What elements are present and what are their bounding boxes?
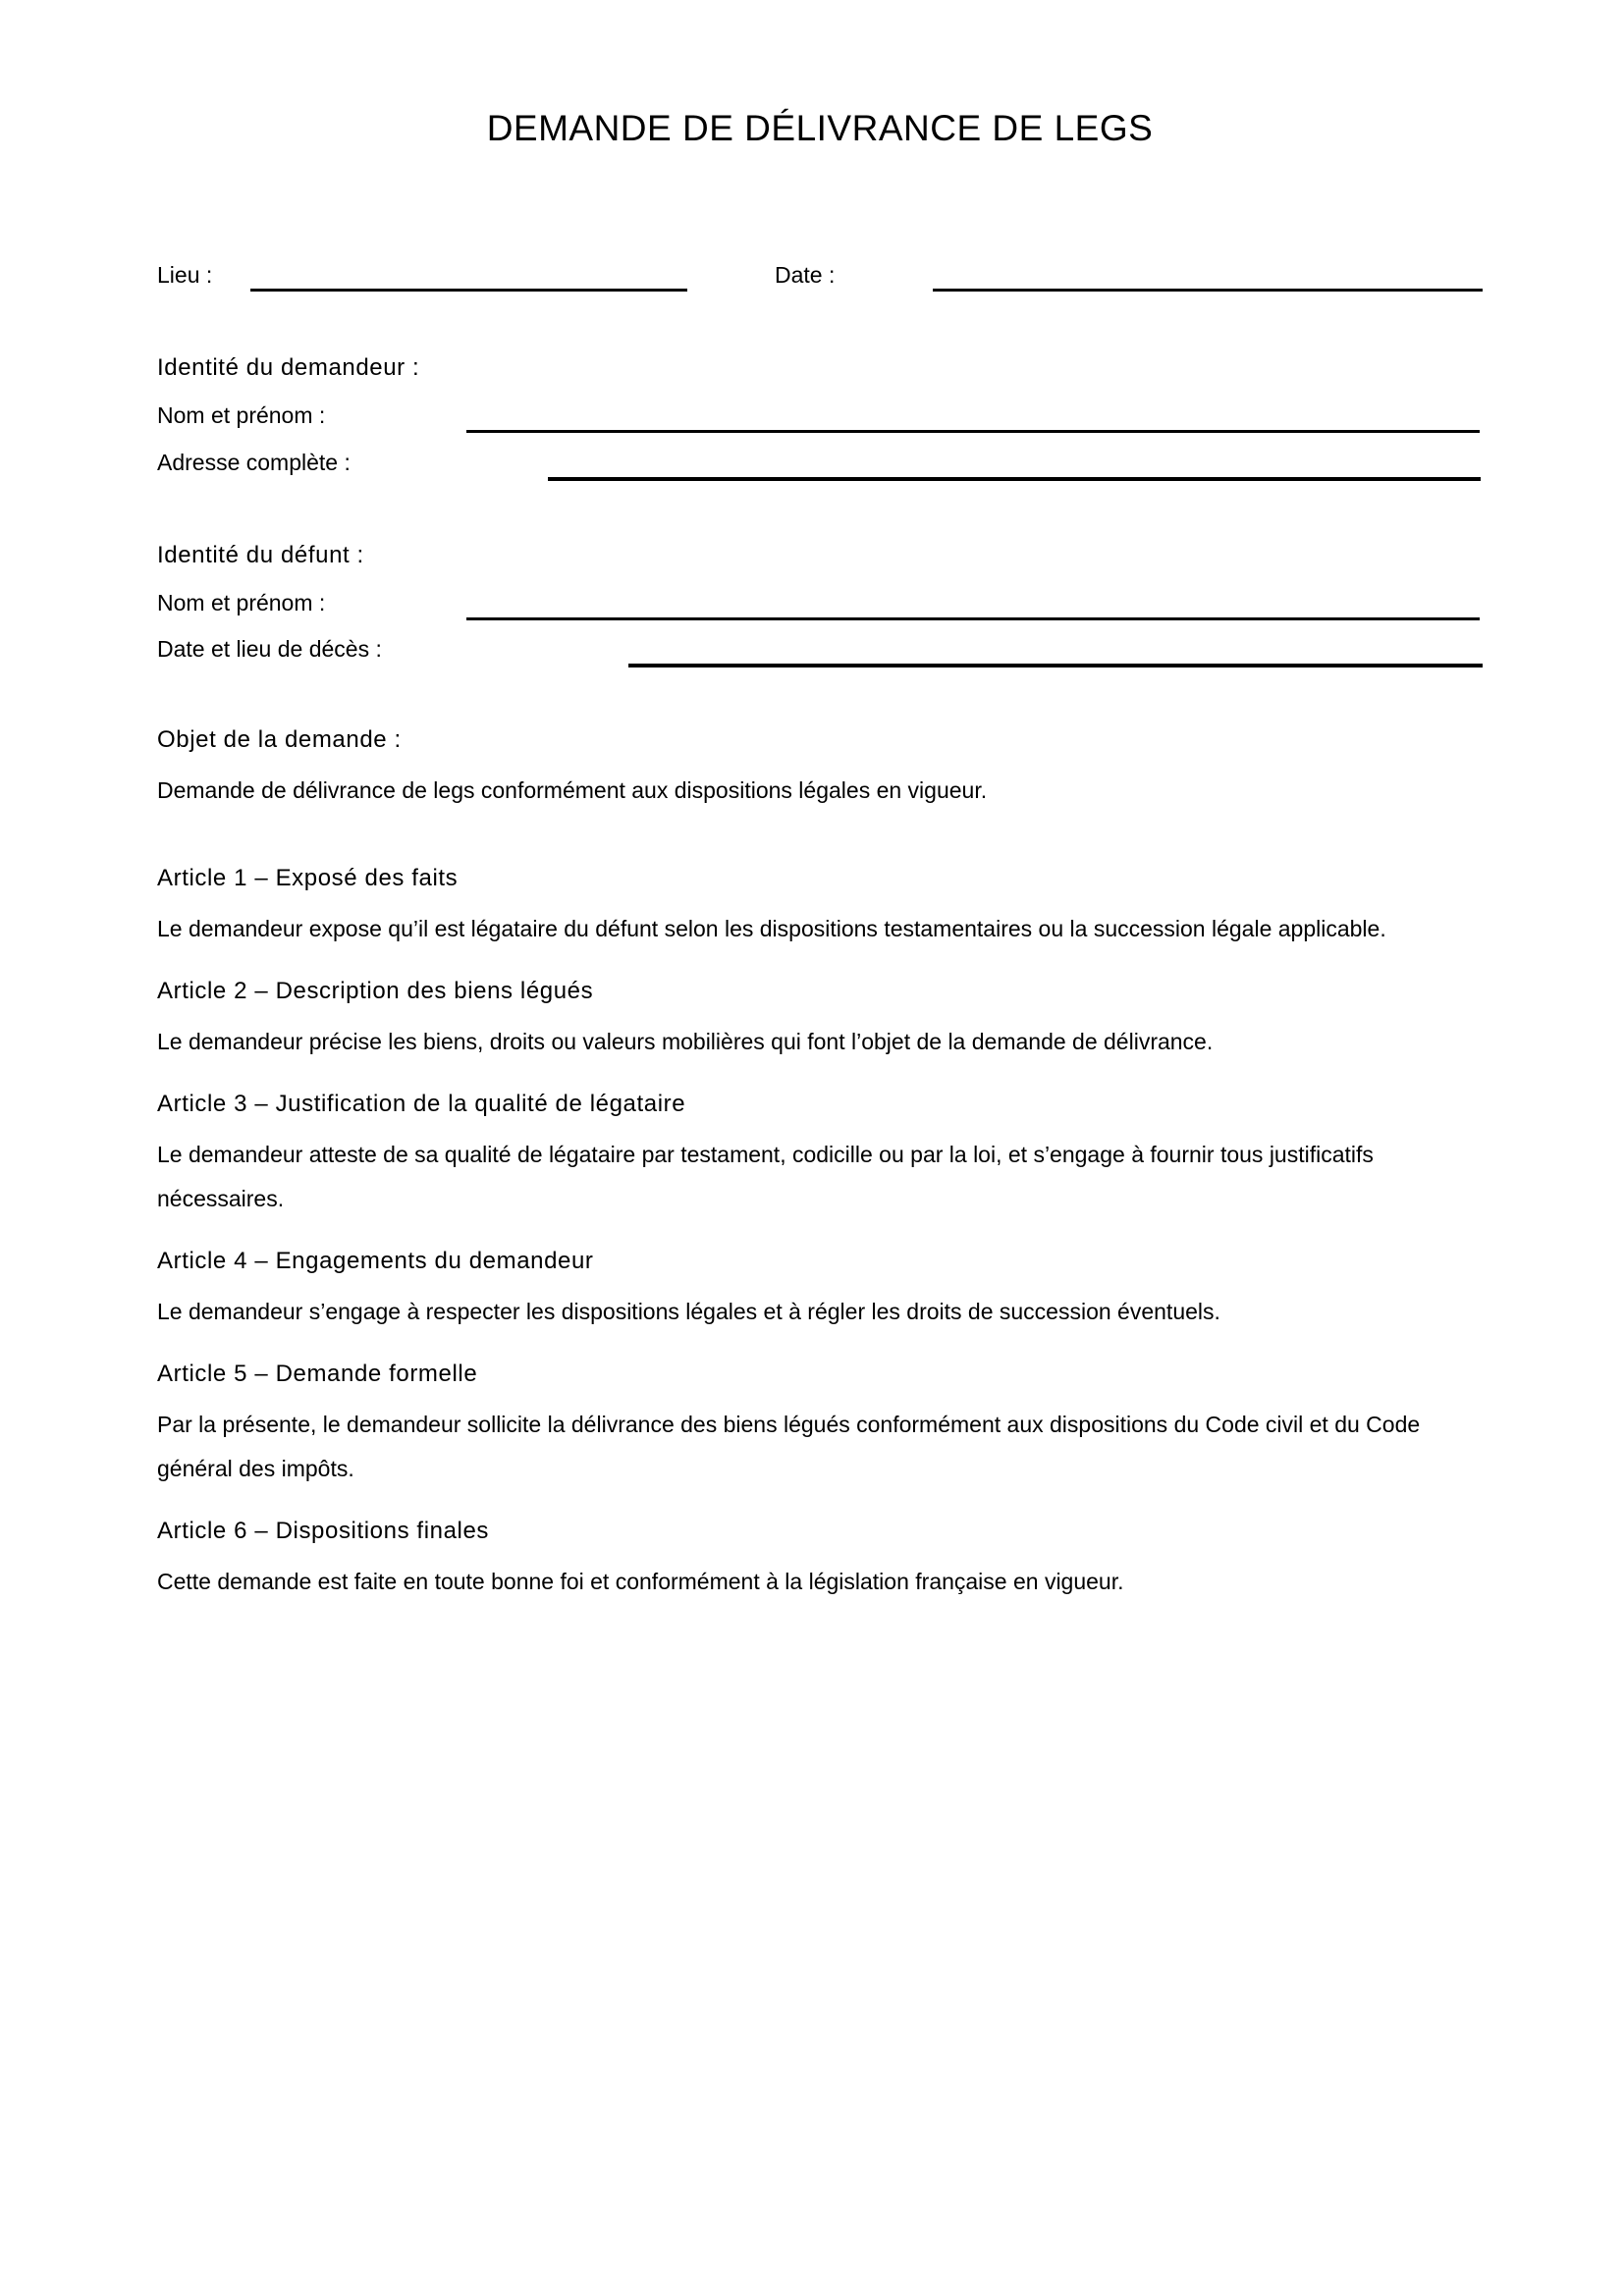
- deces-blank-line: [628, 664, 1483, 667]
- lieu-date-row: [157, 253, 1483, 297]
- article-3-heading: Article 3 – Justification de la qualité de légataire: [157, 1091, 686, 1117]
- article-1-body: Le demandeur expose qu’il est légataire du défunt selon les dispositions testamentaires ou la succession légale applicable.: [157, 916, 1386, 941]
- field-row-adresse: [157, 441, 1483, 485]
- field-row-nom-demandeur: [157, 394, 1483, 438]
- article-6-body: Cette demande est faite en toute bonne foi et conformément à la législation française en vigueur.: [157, 1569, 1124, 1594]
- section-heading-objet: Objet de la demande :: [157, 726, 402, 753]
- nom-defunt-label: Nom et prénom :: [157, 590, 326, 615]
- date-label: Date :: [775, 262, 836, 288]
- date-blank-line: [933, 289, 1483, 292]
- article-1-heading: Article 1 – Exposé des faits: [157, 865, 459, 891]
- deces-label: Date et lieu de décès :: [157, 636, 382, 662]
- article-2-body: Le demandeur précise les biens, droits ou valeurs mobilières qui font l’objet de la demande de délivrance.: [157, 1029, 1214, 1054]
- nom-demandeur-blank-line: [466, 430, 1480, 433]
- article-4-heading: Article 4 – Engagements du demandeur: [157, 1248, 594, 1274]
- lieu-label: Lieu :: [157, 262, 213, 288]
- field-row-deces: [157, 627, 1483, 671]
- objet-body-text: Demande de délivrance de legs conformément aux dispositions légales en vigueur.: [157, 777, 988, 803]
- document-title: DEMANDE DE DÉLIVRANCE DE LEGS: [486, 108, 1154, 148]
- article-5-heading: Article 5 – Demande formelle: [157, 1361, 478, 1387]
- adresse-label: Adresse complète :: [157, 450, 351, 475]
- section-heading-defunt: Identité du défunt :: [157, 542, 364, 568]
- lieu-blank-line: [250, 289, 687, 292]
- article-4-body: Le demandeur s’engage à respecter les dispositions légales et à régler les droits de succession éventuels.: [157, 1299, 1220, 1324]
- article-5-body: Par la présente, le demandeur sollicite la délivrance des biens légués conformément aux dispositions du Code civil et du Code général des impôts.: [157, 1412, 1421, 1481]
- article-2-heading: Article 2 – Description des biens légués: [157, 978, 594, 1004]
- document-content: [157, 0, 1483, 1604]
- section-heading-demandeur: Identité du demandeur :: [157, 354, 420, 381]
- nom-defunt-blank-line: [466, 617, 1480, 620]
- nom-demandeur-label: Nom et prénom :: [157, 402, 326, 428]
- article-6-heading: Article 6 – Dispositions finales: [157, 1518, 490, 1544]
- article-3-body: Le demandeur atteste de sa qualité de légataire par testament, codicille ou par la loi, et s’engage à fournir tous justificatifs nécessaires.: [157, 1142, 1374, 1211]
- field-row-nom-defunt: [157, 581, 1483, 625]
- adresse-blank-line: [548, 477, 1481, 481]
